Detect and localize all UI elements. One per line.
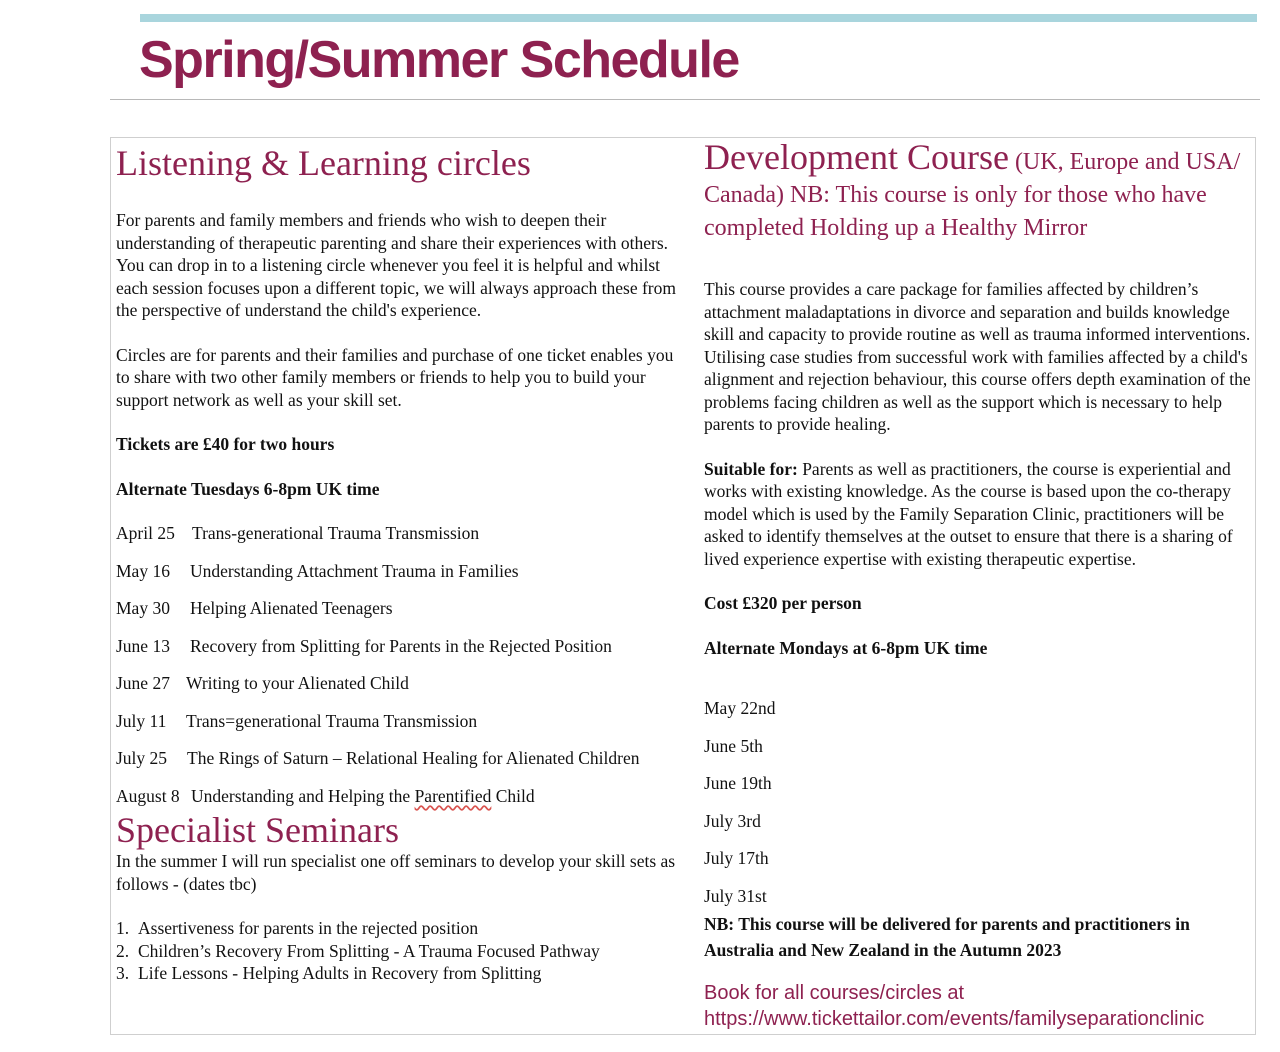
course-heading — [704, 137, 1254, 242]
seminar-item — [116, 962, 676, 985]
right-column — [704, 137, 1254, 963]
course-dates — [704, 697, 1254, 922]
seminar-number: 3. — [116, 963, 130, 983]
content-frame-left — [110, 137, 111, 1035]
course-heading-sub: (UK, Europe and USA/ Canada) NB: This course is only for those who have completed Holding up a Healthy Mirror — [704, 149, 1241, 241]
schedule-item — [116, 635, 676, 673]
schedule-topic-end: Child — [491, 785, 535, 806]
course-suitability — [704, 458, 1254, 571]
circles-heading: Listening & Learning circles — [116, 143, 531, 183]
circles-ticket-info: Circles are for parents and their families and purchase of one ticket enables you to share with two other family members or friends to help you to build your support network as well as your skill set. — [116, 344, 674, 410]
schedule-topic: Understanding Attachment Trauma in Families — [190, 560, 519, 581]
page-title: Spring/Summer Schedule — [139, 31, 739, 89]
schedule-date: July 11 — [116, 710, 167, 731]
schedule-topic-start: Understanding and Helping the — [191, 785, 415, 806]
seminar-title: Assertiveness for parents in the rejected position — [138, 918, 479, 938]
content-frame-top — [110, 137, 1256, 138]
schedule-date: May 30 — [116, 598, 170, 618]
seminar-title: Children’s Recovery From Splitting - A Trauma Focused Pathway — [138, 940, 600, 961]
course-date: July 31st — [704, 885, 767, 906]
schedule-item — [116, 597, 676, 635]
booking-link[interactable]: Book for all courses/circles at https://www.tickettailor.com/events/familyseparationclinic — [704, 982, 1205, 1030]
seminar-item — [116, 940, 676, 963]
top-accent-bar — [140, 14, 1257, 22]
seminars-heading: Specialist Seminars — [116, 810, 399, 850]
course-date: July 3rd — [704, 810, 761, 831]
seminar-item — [116, 917, 676, 940]
course-date: May 22nd — [704, 698, 776, 718]
course-intro: This course provides a care package for families affected by children’s attachment maladaptations in divorce and separation and builds knowledge skill and capacity to provide routine as well as trauma informed interventions. Utilising case studies from successful work with families affected by a child's alignment and rejection behaviour, this course offers depth examination of the problems facing children as well as the support which is necessary to help parents to provide healing. — [704, 279, 1251, 434]
course-heading-main: Development Course — [704, 137, 1009, 177]
content-frame-bottom — [110, 1034, 1256, 1035]
schedule-date: May 16 — [116, 560, 170, 581]
seminar-number: 2. — [116, 940, 130, 961]
schedule-item — [116, 747, 676, 785]
course-cost: Cost £320 per person — [704, 593, 862, 613]
title-divider — [110, 99, 1260, 100]
tickets-price: Tickets are £40 for two hours — [116, 434, 335, 454]
schedule-item — [116, 710, 676, 748]
schedule-topic: Recovery from Splitting for Parents in the Rejected Position — [190, 635, 612, 656]
circles-intro: For parents and family members and friends who wish to deepen their understanding of therapeutic parenting and share their experiences with others. You can drop in to a listening circle whenever you feel it is helpful and whilst each session focuses upon a different topic, we will always approach these from the perspective of understand the child's experience. — [116, 210, 676, 320]
schedule-topic: Trans-generational Trauma Transmission — [192, 523, 480, 543]
schedule-topic: Trans=generational Trauma Transmission — [186, 710, 478, 731]
schedule-date: July 25 — [116, 748, 168, 768]
seminar-number: 1. — [116, 918, 130, 938]
schedule-date: June 27 — [116, 673, 170, 693]
course-nb: NB: This course will be delivered for parents and practitioners in Australia and New Zealand in the Autumn 2023 — [704, 914, 1190, 960]
seminar-title: Life Lessons - Helping Adults in Recovery from Splitting — [138, 963, 542, 983]
course-timing: Alternate Mondays at 6-8pm UK time — [704, 637, 988, 658]
schedule-item — [116, 522, 676, 560]
schedule-item — [116, 560, 676, 598]
left-column — [116, 143, 676, 985]
circles-schedule — [116, 522, 676, 822]
schedule-item — [116, 672, 676, 710]
course-date: July 17th — [704, 848, 769, 868]
schedule-date: June 13 — [116, 635, 170, 656]
seminars-intro: In the summer I will run specialist one off seminars to develop your skill sets as follows - (dates tbc) — [116, 851, 676, 894]
schedule-topic: Writing to your Alienated Child — [186, 673, 409, 693]
suitable-text: Parents as well as practitioners, the course is experiential and works with existing knowledge. As the course is based upon the co-therapy model which is used by the Family Separation Clinic, practitioners will be asked to identify themselves at the outset to ensure that there is a sharing of lived experience expertise with existing therapeutic expertise. — [704, 458, 1233, 569]
schedule-topic: Helping Alienated Teenagers — [190, 598, 393, 618]
schedule-date: April 25 — [116, 523, 175, 543]
schedule-date: August 8 — [116, 785, 180, 806]
course-date: June 5th — [704, 735, 763, 756]
schedule-topic: The Rings of Saturn – Relational Healing for Alienated Children — [187, 748, 640, 768]
content-frame-right — [1255, 137, 1256, 1035]
circles-timing: Alternate Tuesdays 6-8pm UK time — [116, 478, 380, 499]
course-date: June 19th — [704, 773, 772, 793]
seminars-list — [116, 917, 676, 985]
suitable-label: Suitable for: — [704, 458, 798, 479]
spellcheck-flagged-word: Parentified — [414, 785, 492, 806]
